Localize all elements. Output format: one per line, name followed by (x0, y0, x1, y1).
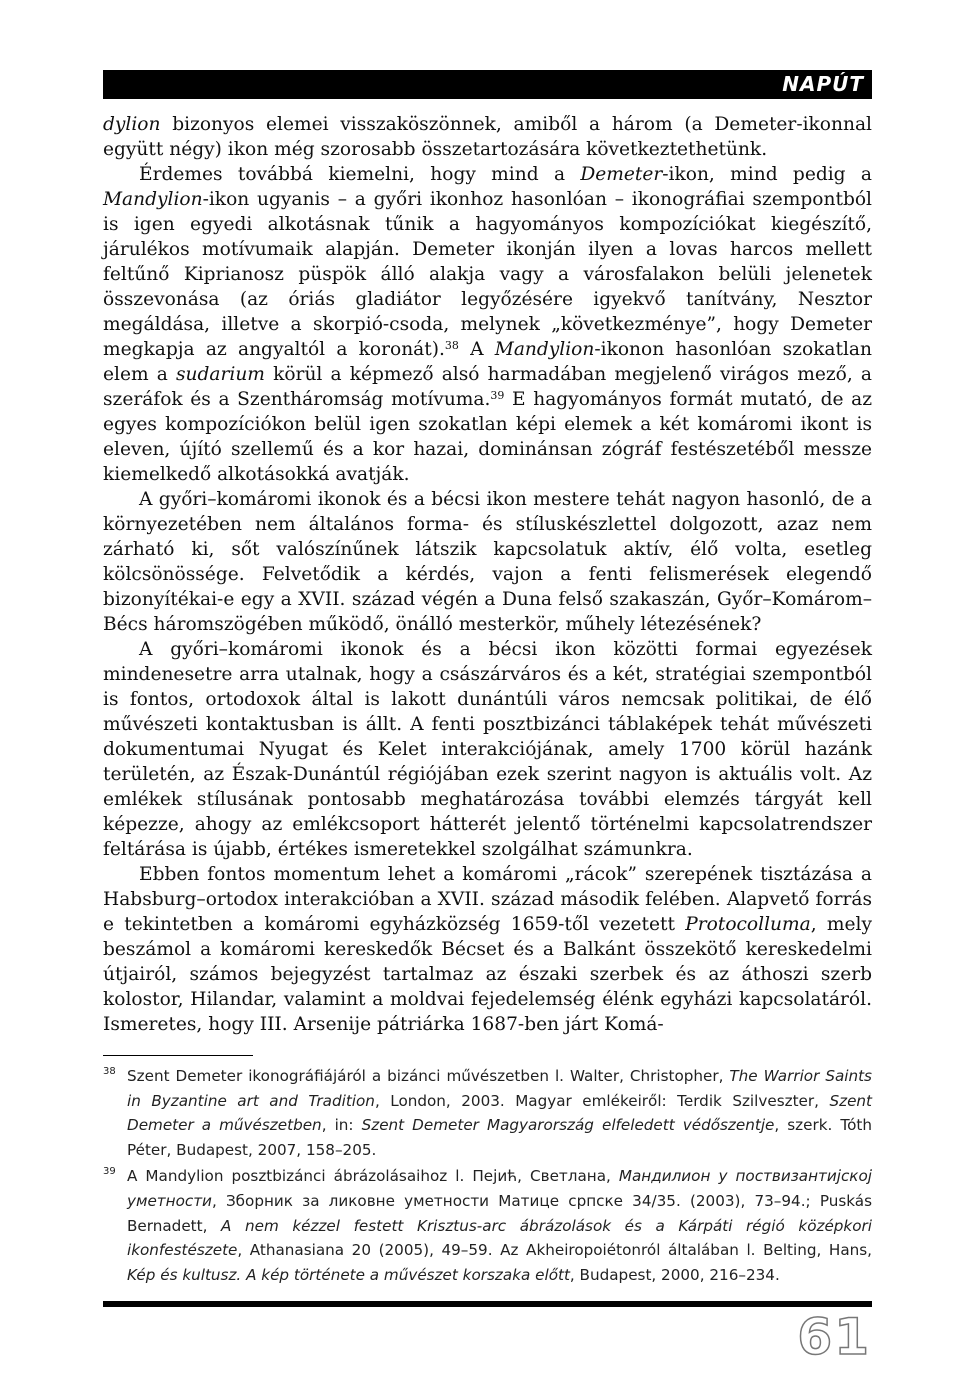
paragraph (103, 862, 872, 1037)
italic-run: Demeter (580, 164, 663, 185)
footnote-38 (103, 1064, 872, 1162)
text-run: , Зборник за ликовне уметности Матице српске 34/35. (2003), 73–94.; Puskás Bernadett, (127, 1191, 872, 1235)
footnote-39 (103, 1164, 872, 1287)
italic-run: Mandylion (494, 339, 595, 360)
footnote-ref: 39 (490, 389, 505, 402)
text-run: Érdemes továbbá kiemelni, hogy mind a (139, 164, 581, 185)
text-run: , in: (321, 1116, 362, 1135)
text-run: -ikon, mind pedig a (662, 164, 872, 185)
footnote-number: 39 (103, 1166, 116, 1178)
text-run: , szerk. Tóth Péter, Budapest, 2007, 158–205. (127, 1116, 872, 1159)
italic-run: Kép és kultusz. A kép története a művészet korszaka előtt (127, 1265, 570, 1284)
footnote-ref: 38 (444, 339, 459, 352)
italic-run: Szent Demeter Magyarország elfeledett védőszentje (361, 1116, 775, 1135)
italic-run: A nem kézzel festett Krisztus-arc ábrázolások és a Kárpáti régió középkori ikonfestészete (127, 1216, 872, 1260)
text-run: , London, 2003. Magyar emlékeiről: Terdik Szilveszter, (374, 1091, 830, 1110)
text-run: bizonyos elemei visszaköszönnek, amiből a három (a Demeter-ikonnal együtt négy) ikon még szorosabb összetartozására következtethetünk. (103, 114, 872, 160)
footnotes (103, 1064, 872, 1289)
text-run: körül a képmező alsó harmadában megjelenő virágos mező, a szeráfok és a Szentháromság motívuma. (103, 364, 872, 410)
italic-run: Protocolluma (685, 914, 811, 935)
footnote-text (127, 1067, 872, 1159)
text-run: A győri–komáromi ikonok és a bécsi ikon közötti formai egyezések mindenesetre arra utalnak, hogy a császárváros és a két, stratégiai szempontból is fontos, ortodoxok által is lakott dunántúli város nemcsak politikai, de élő művészeti kontaktusban is állt. A fenti posztbizánci táblaképek tehát művészeti dokumentumai Nyugat és Kelet interakciójának, amely 1700 körül hazánk területén, az Észak-Dunántúl régiójában ezek szerint nagyon is aktuális volt. Az emlékek stílusának pontosabb meghatározása további elemzés tárgyát kell képezze, ahogy az emlékcsoport hátterét jelentő történelmi kapcsolatrendszer feltárása is újabb, értékes ismeretekkel szolgálhat számunkra. (103, 639, 872, 860)
italic-run: sudarium (175, 364, 265, 385)
italic-run: Mandylion (103, 189, 203, 210)
footnote-separator (103, 1055, 253, 1056)
article-body (103, 112, 872, 1037)
footer-bar (103, 1301, 872, 1307)
journal-logo: NAPÚT (782, 72, 864, 96)
italic-run: Szent Demeter a művészetben (127, 1091, 872, 1135)
text-run: Szent Demeter ikonográfiájáról a bizánci művészetben l. Walter, Christopher, (127, 1067, 730, 1085)
paragraph (103, 487, 872, 637)
text-run: -ikon ugyanis – a győri ikonhoz hasonlóan – ikonográfiai szempontból is igen egyedi alkotásnak tűnik a hagyományos kompozíciókat kiegészítő, járulékos motívumaik alapján. Demeter ikonján ilyen a lovas harcos mellett feltűnő Kiprianosz püspök álló alakja vagy a városfalakon belüli jelenetek összevonása (az óriás gladiátor legyőzésére igyekvő tanítvány, Nesztor megáldása, illetve a skorpió-csoda, melynek „következménye”, hogy Demeter megkapja az angyaltól a koronát). (103, 189, 872, 360)
paragraph (103, 112, 872, 162)
text-run: , Athanasiana 20 (2005), 49–59. Az Akheiropoiétonról általában l. Belting, Hans, (237, 1241, 872, 1260)
text-run: Ebben fontos momentum lehet a komáromi „rácok” szerepének tisztázása a Habsburg–ortodox interakcióban a XVII. század második felében. Alapvető forrás e tekintetben a komáromi egyházközség 1659-től vezetett (103, 864, 872, 935)
footnote-number: 38 (103, 1066, 116, 1077)
italic-run: The Warrior Saints in Byzantine art and Tradition (127, 1067, 872, 1110)
paragraph (103, 162, 872, 487)
italic-run: Мандилион у поствизантијској уметности (127, 1167, 872, 1210)
text-run: , Budapest, 2000, 216–234. (569, 1265, 780, 1284)
text-run: , mely beszámol a komáromi kereskedők Bécset és a Balkánt összekötő kereskedelmi útjairól, számos bejegyzést tartalmaz az északi szerbek és az áthoszi szerb kolostor, Hilandar, valamint a moldvai fejedelemség élénk egyházi kapcsolatáról. Ismeretes, hogy III. Arsenije pátriárka 1687-ben járt Komá- (103, 914, 872, 1035)
text-run: E hagyományos formát mutató, de az egyes kompozíciókon belül igen szokatlan képi elemek a két komáromi ikont is eleven, újító szellemű és a kor hazai, dominánsan zógráf festészetéből messze kiemelkedő alkotásokká avatják. (103, 389, 872, 485)
header-bar (103, 70, 872, 99)
page-number: 61 (797, 1308, 871, 1366)
text-run: A Mandylion posztbizánci ábrázolásaihoz l. Пејић, Светлана, (127, 1167, 619, 1186)
text-run: A (458, 339, 495, 360)
text-run: -ikonon hasonlóan szokatlan elem a (103, 339, 872, 385)
text-run: A győri–komáromi ikonok és a bécsi ikon mestere tehát nagyon hasonló, de a környezetében nem általános forma- és stíluskészlettel dolgozott, azaz nem zárható ki, sőt valószínűnek látszik kapcsolatuk aktív, élő volta, esetleg kölcsönössége. Felvetődik a kérdés, vajon a fenti felismerések elegendő bizonyítékai-e egy a XVII. század végén a Duna felső szakaszán, Győr–Komárom–Bécs háromszögében működő, önálló mesterkör, műhely létezésének? (103, 489, 872, 635)
footnote-text (127, 1167, 872, 1283)
italic-run: dylion (103, 114, 161, 135)
paragraph (103, 637, 872, 862)
